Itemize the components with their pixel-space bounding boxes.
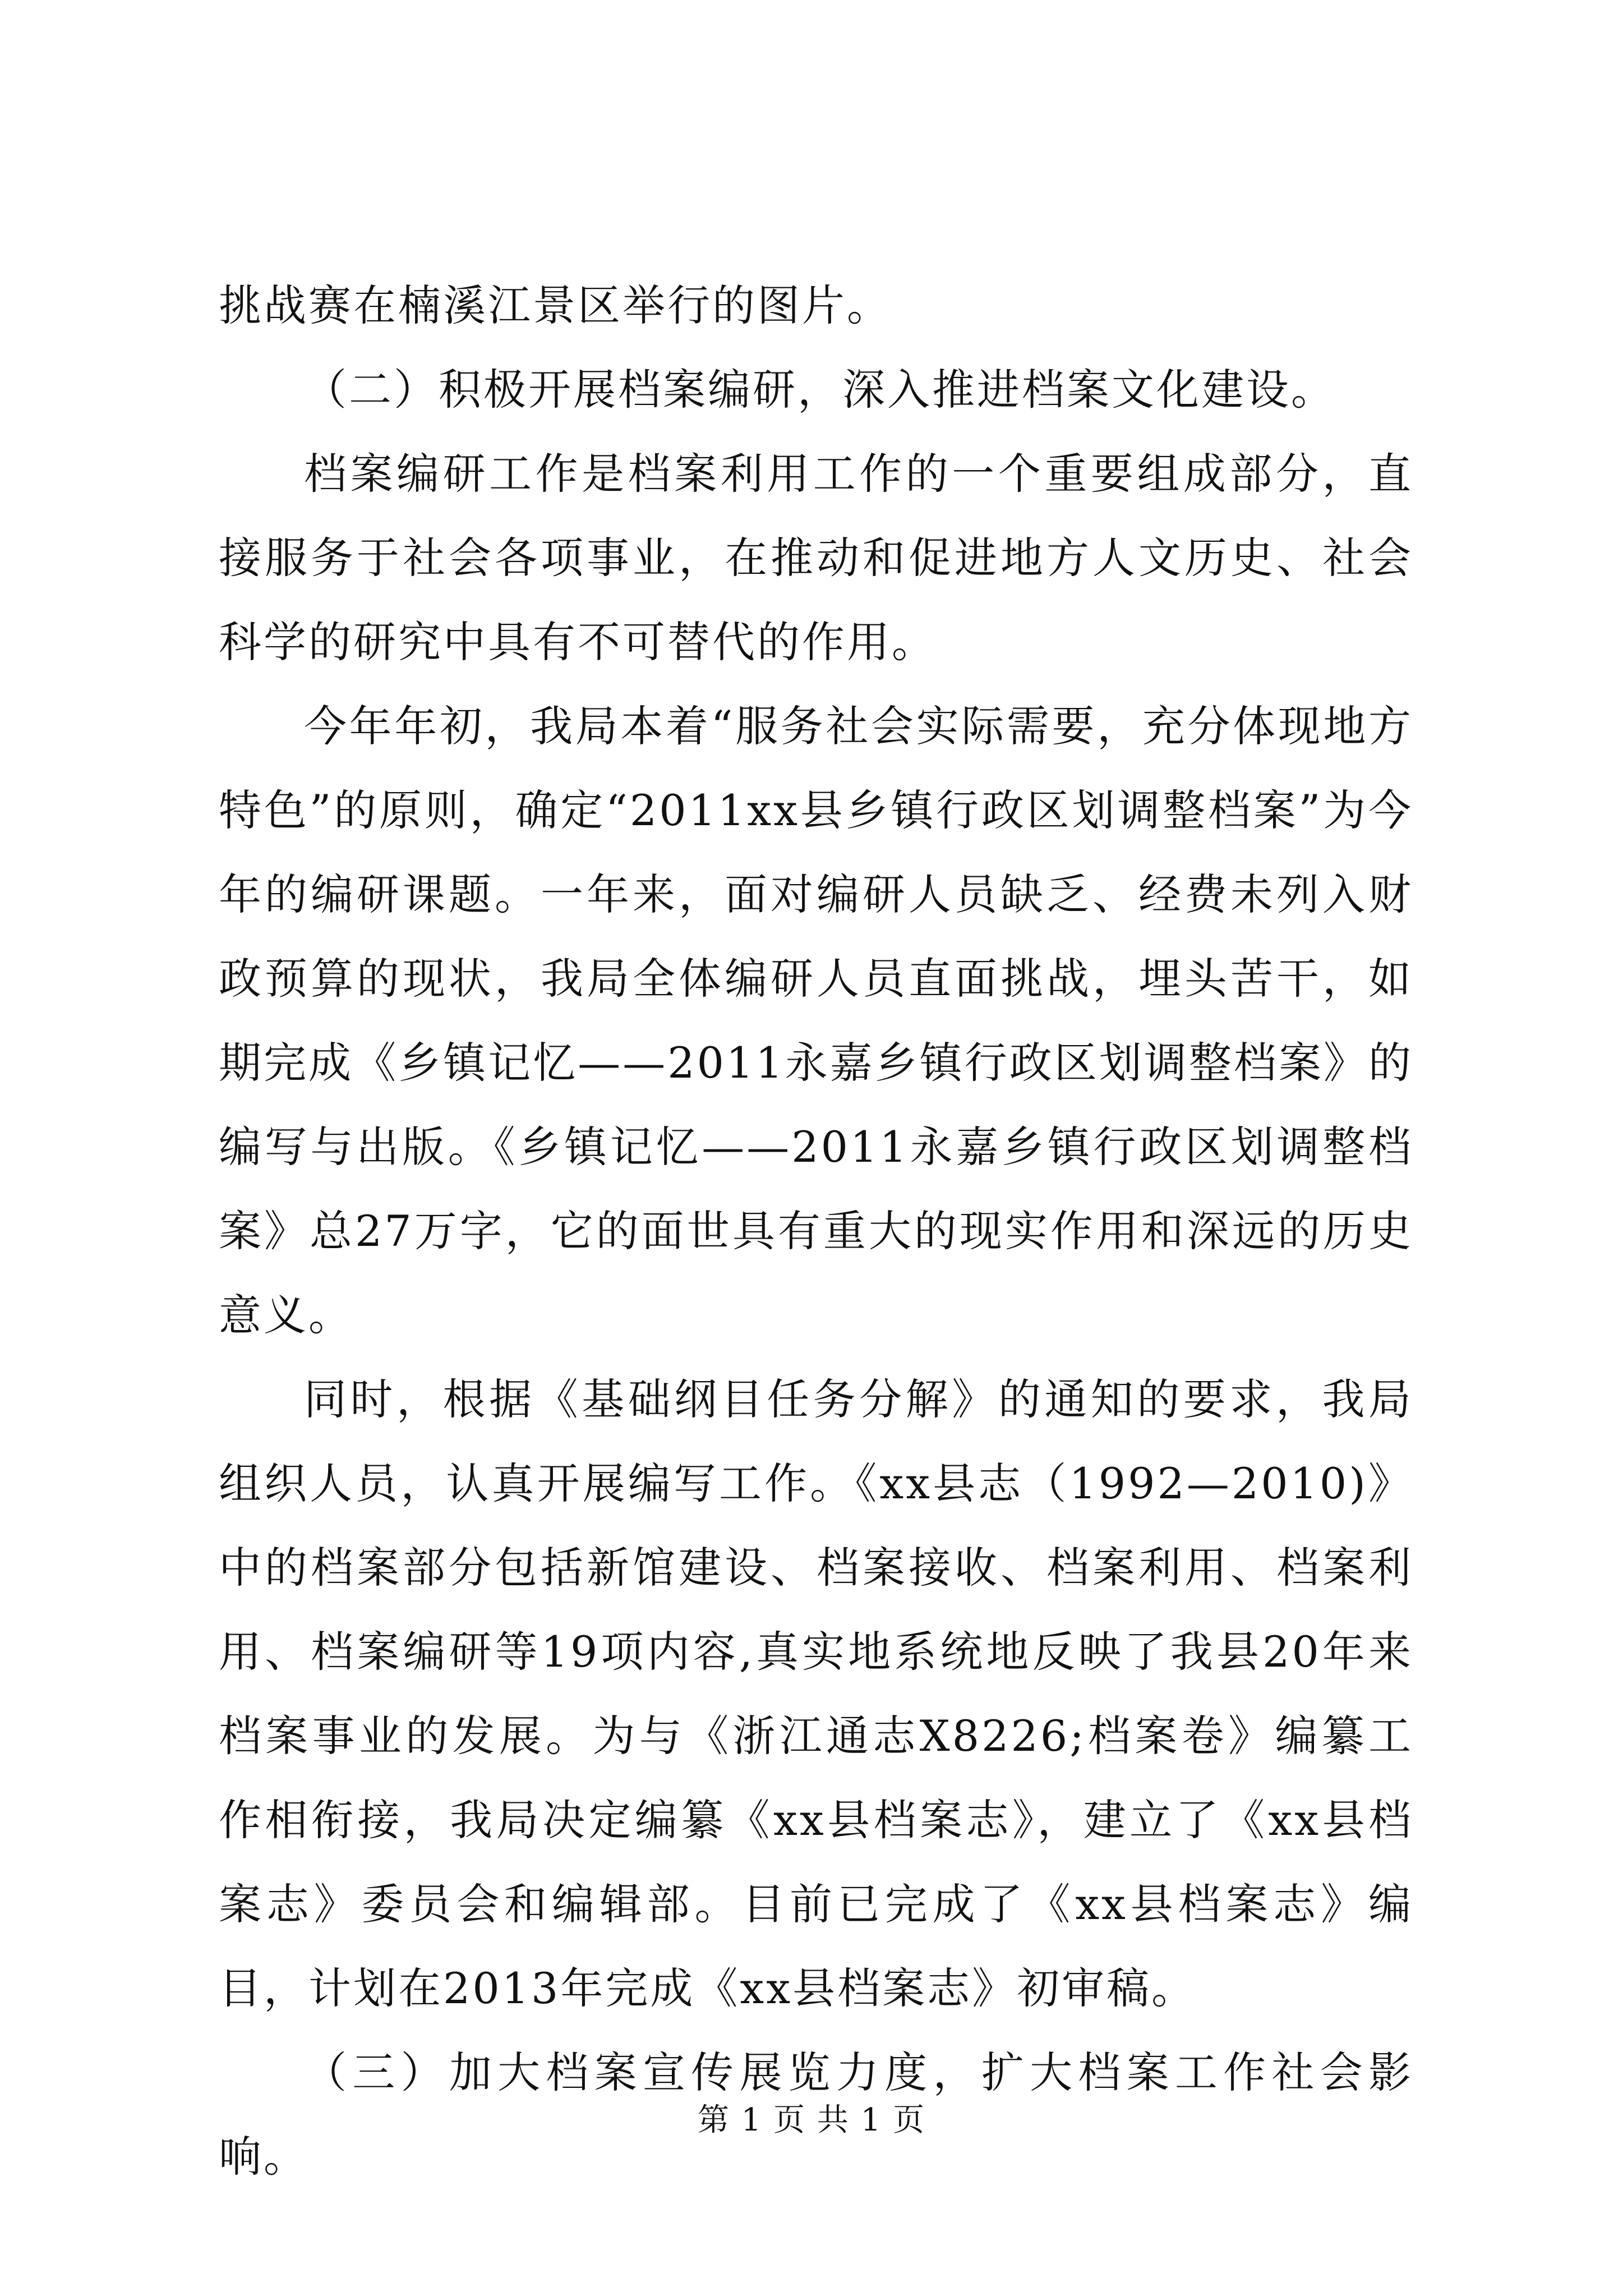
paragraph-compilation-intro: 档案编研工作是档案利用工作的一个重要组成部分，直接服务于社会各项事业，在推动和促进地方人文历史、社会科学的研究中具有不可替代的作用。 <box>219 449 1413 667</box>
document-body <box>219 264 1413 2199</box>
section-heading-2: （二）积极开展档案编研，深入推进档案文化建设。 <box>304 365 1336 415</box>
page-footer: 第 1 页 共 1 页 <box>697 2102 926 2138</box>
paragraph-annual-topic: 今年年初，我局本着“服务社会实际需要，充分体现地方特色”的原则，确定“2011xx县乡镇行政区划调整档案”为今年的编研课题。一年来，面对编研人员缺乏、经费未列入财政预算的现状，我局全体编研人员直面挑战，埋头苦干，如期完成《乡镇记忆——2011永嘉乡镇行政区划调整档案》的编写与出版。《乡镇记忆——2011永嘉乡镇行政区划调整档案》总27万字，它的面世具有重大的现实作用和深远的历史意义。 <box>219 701 1413 1340</box>
section-heading-3: （三）加大档案宣传展览力度，扩大档案工作社会影响。 <box>219 2047 1413 2182</box>
paragraph-continuation: 挑战赛在楠溪江景区举行的图片。 <box>219 280 892 330</box>
paragraph-county-annals: 同时，根据《基础纲目任务分解》的通知的要求，我局组织人员，认真开展编写工作。《xx县志（1992—2010)》中的档案部分包括新馆建设、档案接收、档案利用、档案利用、档案编研等19项内容,真实地系统地反映了我县20年来档案事业的发展。为与《浙江通志X8226;档案卷》编纂工作相衔接，我局决定编纂《xx县档案志》，建立了《xx县档案志》委员会和编辑部。目前已完成了《xx县档案志》编目，计划在2013年完成《xx县档案志》初审稿。 <box>219 1374 1413 2013</box>
